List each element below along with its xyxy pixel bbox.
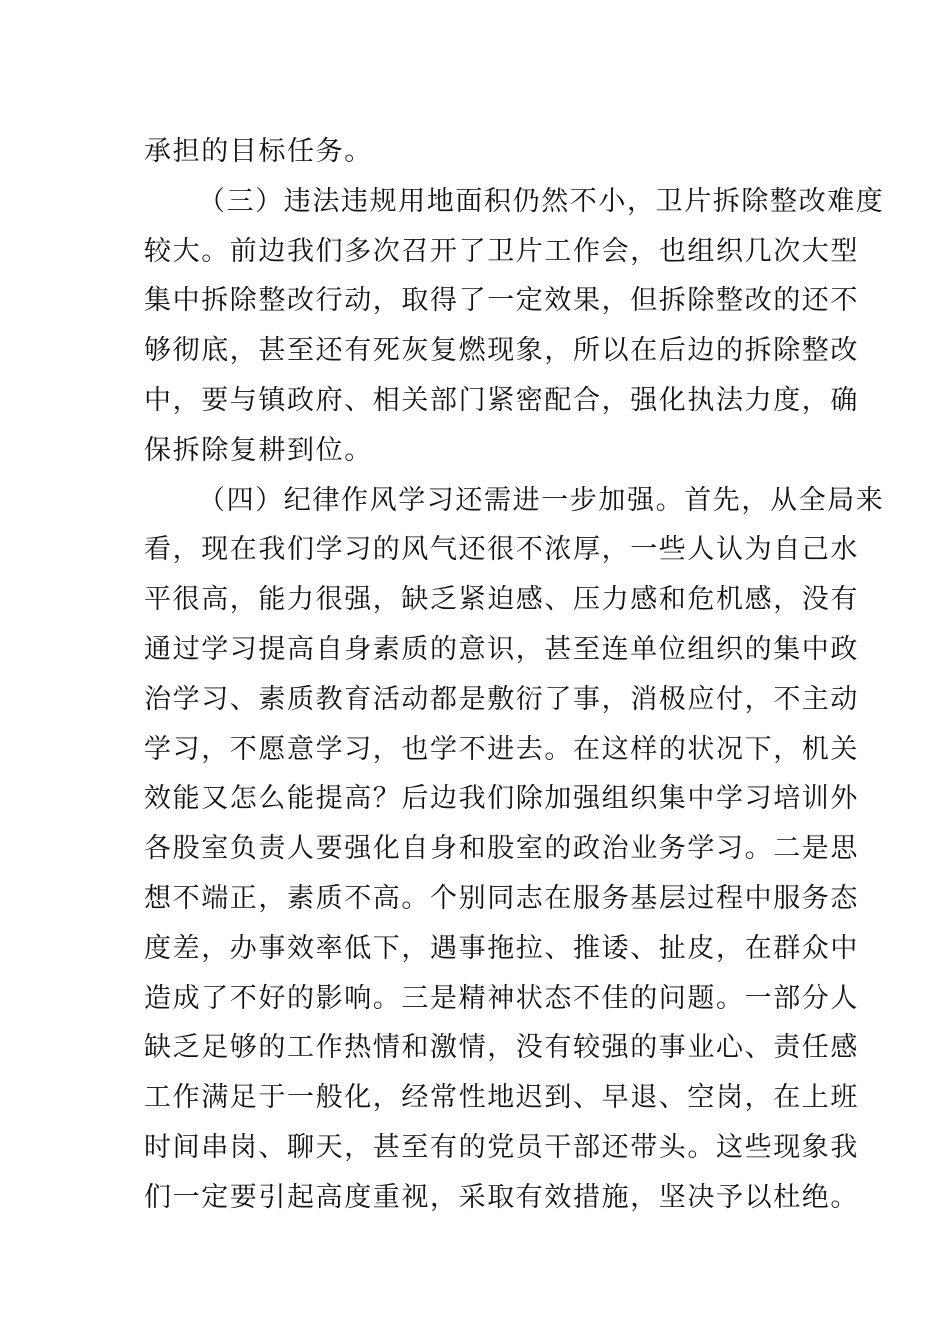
text-line: 学习，不愿意学习，也学不进去。在这样的状况下，机关 (144, 733, 859, 765)
text-line: 时间串岗、聊天，甚至有的党员干部还带头。这些现象我 (144, 1131, 859, 1163)
text-line: 较大。前边我们多次召开了卫片工作会，也组织几次大型 (144, 235, 859, 267)
section-three-heading-line: （三）违法违规用地面积仍然不小，卫片拆除整改难度 (198, 185, 885, 217)
text-line: 中，要与镇政府、相关部门紧密配合，强化执法力度，确 (144, 384, 859, 416)
text-line: 集中拆除整改行动，取得了一定效果，但拆除整改的还不 (144, 285, 859, 317)
text-line: 平很高，能力很强，缺乏紧迫感、压力感和危机感，没有 (144, 584, 859, 616)
text-line: 缺乏足够的工作热情和激情，没有较强的事业心、责任感 (144, 1032, 859, 1064)
text-line: 保拆除复耕到位。 (144, 434, 373, 466)
text-line: 想不端正，素质不高。个别同志在服务基层过程中服务态 (144, 882, 859, 914)
text-line: 看，现在我们学习的风气还很不浓厚，一些人认为自己水 (144, 534, 859, 566)
text-line: 度差，办事效率低下，遇事拖拉、推诿、扯皮，在群众中 (144, 932, 859, 964)
text-line: 承担的目标任务。 (144, 136, 373, 167)
text-line: 效能又怎么能提高？后边我们除加强组织集中学习培训外 (144, 783, 859, 815)
text-line: 够彻底，甚至还有死灰复燃现象，所以在后边的拆除整改 (144, 335, 859, 367)
text-line: 工作满足于一般化，经常性地迟到、早退、空岗，在上班 (144, 1082, 859, 1114)
text-line: 通过学习提高自身素质的意识，甚至连单位组织的集中政 (144, 633, 859, 665)
text-line: 治学习、素质教育活动都是敷衍了事，消极应付，不主动 (144, 683, 859, 715)
text-line: 们一定要引起高度重视，采取有效措施，坚决予以杜绝。 (144, 1181, 859, 1213)
text-line: 各股室负责人要强化自身和股室的政治业务学习。二是思 (144, 833, 859, 865)
text-line: 造成了不好的影响。三是精神状态不佳的问题。一部分人 (144, 982, 859, 1014)
section-four-heading-line: （四）纪律作风学习还需进一步加强。首先，从全局来 (198, 484, 885, 516)
body-text (144, 127, 885, 1223)
